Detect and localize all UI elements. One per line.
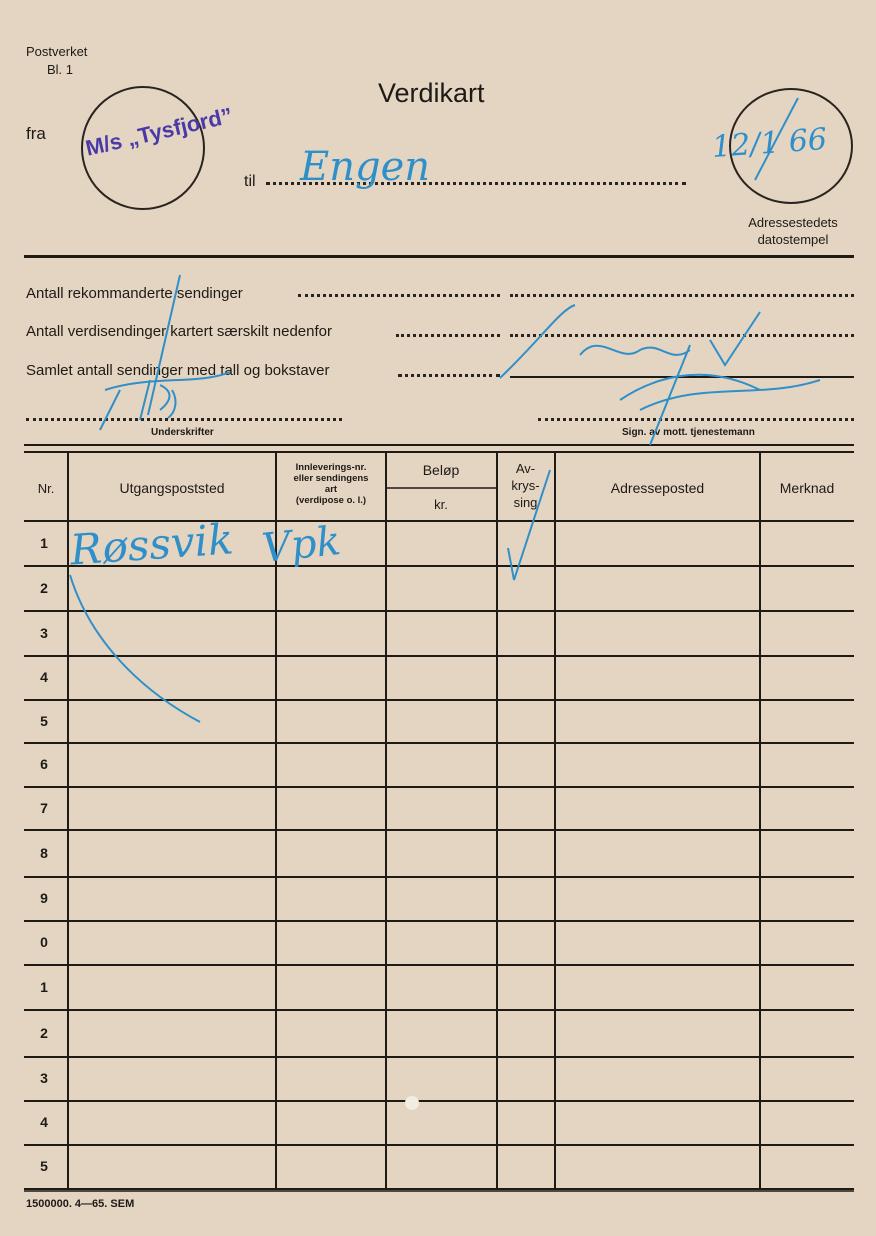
row-number: 1 [40, 978, 48, 995]
signature-label-left: Underskrifter [151, 427, 214, 438]
row1-origin-handwriting: Røssvik [68, 514, 235, 575]
col-header-amount: Beløp [422, 462, 460, 478]
receipt-header-line3: art [324, 484, 338, 495]
question-1-dots [298, 294, 500, 297]
row-number: 5 [40, 1158, 48, 1174]
ship-stamp: M/s „Tysfjord” [83, 102, 235, 161]
col-header-nr: Nr. [37, 481, 55, 496]
to-handwriting: Engen [300, 144, 430, 190]
header-divider [24, 255, 854, 258]
row-number: 2 [40, 1024, 48, 1041]
receipt-header-line4: (verdipose o. l.) [295, 495, 367, 506]
row-number: 2 [40, 579, 48, 596]
row-number: 4 [40, 669, 48, 685]
row-number: 1 [40, 534, 48, 551]
punch-hole [405, 1096, 419, 1110]
org-name: Postverket [26, 44, 88, 59]
date-handwriting: 12/1 66 [710, 122, 829, 165]
table-top-rule-1 [24, 444, 854, 446]
col-header-check [497, 460, 554, 511]
form-code: Bl. 1 [47, 62, 74, 77]
question-3-dots [398, 374, 500, 377]
question-1-answer-line [510, 294, 854, 297]
from-label: fra [26, 124, 46, 143]
row-number: 7 [40, 799, 48, 816]
signature-line-left [26, 418, 342, 421]
receipt-header-line1: Innleverings-nr. [295, 462, 367, 473]
row1-receipt-handwriting: Vpk [259, 518, 343, 572]
row-number: 8 [40, 844, 48, 861]
question-3-answer-line [510, 376, 854, 378]
row-number: 4 [40, 1114, 48, 1130]
date-stamp-caption [728, 214, 858, 248]
check-header-line1: Av- [515, 461, 536, 476]
signature-line-right [538, 418, 854, 421]
col-header-amount-unit: kr. [434, 497, 448, 512]
row-number: 9 [40, 890, 48, 906]
table-top-rule-2 [24, 451, 854, 453]
print-info: 1500000. 4—65. SEM [26, 1198, 135, 1210]
row-number: 3 [40, 624, 48, 641]
question-registered: Antall rekommanderte sendinger [26, 285, 243, 302]
row-number: 0 [40, 934, 48, 950]
row-number: 5 [40, 712, 48, 729]
receipt-header-line2: eller sendingens [293, 473, 369, 484]
date-caption-line1: Adressestedets [748, 215, 838, 230]
check-header-line2: krys- [511, 478, 540, 493]
col-header-origin: Utgangspoststed [119, 480, 225, 496]
date-caption-line2: datostempel [757, 232, 829, 247]
page-title: Verdikart [378, 78, 485, 108]
col-header-note: Merknad [779, 480, 835, 496]
row1-continuation-stroke [70, 575, 200, 722]
col-header-receipt [276, 462, 386, 506]
question-total: Samlet antall sendinger med tall og bokstaver [26, 362, 330, 379]
row-number: 6 [40, 756, 48, 772]
signature-label-right: Sign. av mott. tjenestemann [622, 427, 755, 438]
col-header-destination: Adresseposted [610, 480, 705, 496]
signature-scribble-right [500, 305, 820, 445]
question-2-answer-line [510, 334, 854, 337]
row-number: 3 [40, 1070, 48, 1086]
check-header-line3: sing [513, 495, 538, 510]
question-value-items: Antall verdisendinger kartert særskilt nedenfor [26, 323, 332, 340]
to-label: til [244, 173, 256, 190]
question-2-dots [396, 334, 500, 337]
